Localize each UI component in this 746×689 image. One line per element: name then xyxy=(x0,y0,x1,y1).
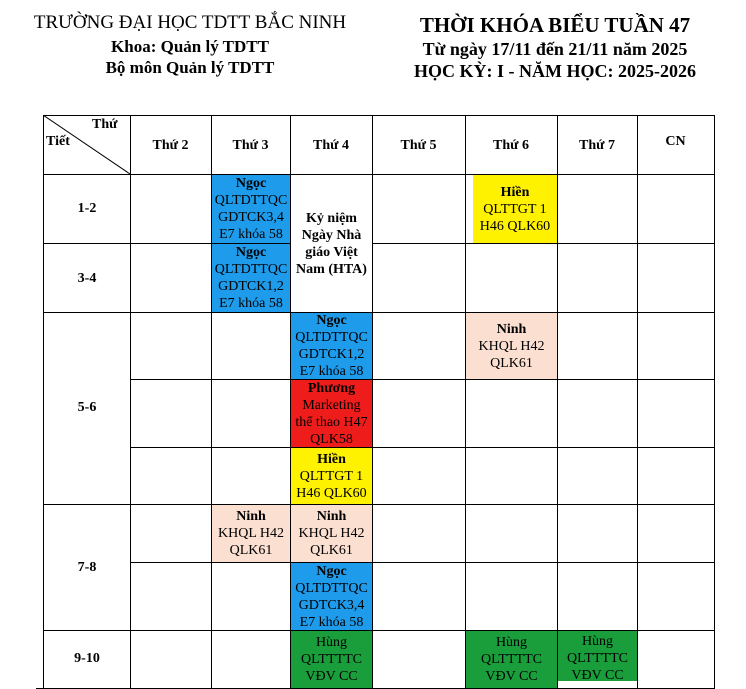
course-line: QLTDTTQC xyxy=(214,193,288,208)
grid-line xyxy=(43,504,715,505)
course-line: GDTCK1,2 xyxy=(218,279,284,294)
teacher-name: Hiền xyxy=(317,451,346,467)
day-header-thu5: Thứ 5 xyxy=(400,138,437,153)
period-label-7-8: 7-8 xyxy=(77,560,97,575)
course-line: QLK61 xyxy=(490,355,533,371)
schedule-title: THỜI KHÓA BIỂU TUẦN 47 xyxy=(419,13,691,37)
holiday-line: Kỷ niệm xyxy=(306,210,357,226)
course-line: QLTTTTC xyxy=(567,651,628,666)
department-name: Bộ môn Quản lý TDTT xyxy=(105,58,275,77)
period-label-1-2: 1-2 xyxy=(77,201,97,216)
day-header-thu6: Thứ 6 xyxy=(492,138,530,153)
course-line: H46 QLK60 xyxy=(296,485,367,501)
course-line: QLTTGT 1 xyxy=(299,468,364,484)
course-line: E7 khóa 58 xyxy=(219,227,283,242)
teacher-name: Ngọc xyxy=(316,313,347,328)
grid-line xyxy=(43,174,715,175)
teacher-name: Ninh xyxy=(316,509,347,524)
grid-line xyxy=(714,115,715,689)
course-line: GDTCK3,4 xyxy=(218,210,284,225)
teacher-name: Phương xyxy=(307,380,356,396)
grid-line xyxy=(130,379,715,380)
grid-line xyxy=(372,243,715,244)
course-line: QLTDTTQC xyxy=(214,262,288,277)
course-line: KHQL H42 xyxy=(478,338,545,354)
teacher-name: Ninh xyxy=(236,509,266,524)
teacher-name: Ngọc xyxy=(235,245,267,260)
course-line: E7 khóa 58 xyxy=(219,296,283,311)
period-label-9-10: 9-10 xyxy=(74,651,100,666)
course-line: VĐV CC xyxy=(305,669,358,684)
course-line: QLTDTTQC xyxy=(295,580,368,596)
grid-line xyxy=(557,115,558,689)
corner-day-label: Thứ xyxy=(92,117,118,132)
teacher-name: Ngọc xyxy=(235,176,267,191)
teacher-name: Ninh xyxy=(496,321,527,337)
course-line: KHQL H42 xyxy=(298,526,365,541)
day-header-thu4: Thứ 4 xyxy=(312,138,350,153)
grid-line xyxy=(43,115,715,116)
course-line: GDTCK3,4 xyxy=(298,597,365,613)
day-header-cn: CN xyxy=(665,134,686,149)
course-line: VĐV CC xyxy=(571,668,624,683)
grid-line xyxy=(43,312,715,313)
holiday-line: giáo Việt xyxy=(305,244,358,260)
teacher-name: Hiền xyxy=(500,184,530,200)
grid-line xyxy=(130,562,715,563)
course-line: H46 QLK60 xyxy=(479,218,551,234)
course-line: QLK61 xyxy=(310,543,353,558)
course-line: KHQL H42 xyxy=(218,526,284,541)
school-name: TRƯỜNG ĐẠI HỌC TDTT BẮC NINH xyxy=(33,12,347,33)
day-header-thu3: Thứ 3 xyxy=(232,138,269,153)
grid-line xyxy=(43,243,291,244)
course-line: QLTTTTC xyxy=(301,652,362,667)
course-line: QLK61 xyxy=(229,543,273,558)
teacher-name: Ngọc xyxy=(316,563,347,579)
day-header-thu7: Thứ 7 xyxy=(578,138,616,153)
course-line: QLTTTTC xyxy=(481,652,542,667)
grid-line xyxy=(43,630,715,631)
grid-line xyxy=(372,115,373,689)
course-line: QLTTGT 1 xyxy=(483,201,547,217)
course-line: QLK58 xyxy=(310,431,353,447)
grid-line xyxy=(130,447,715,448)
semester-info: HỌC KỲ: I - NĂM HỌC: 2025-2026 xyxy=(414,61,696,81)
holiday-line: Nam (HTA) xyxy=(296,261,367,277)
teacher-name: Hùng xyxy=(315,635,348,650)
corner-period-label: Tiết xyxy=(46,134,70,149)
teacher-name: Hùng xyxy=(581,634,614,649)
grid-line xyxy=(211,115,212,689)
grid-line xyxy=(465,115,466,689)
course-line: Marketing xyxy=(302,397,361,413)
grid-line xyxy=(290,115,291,689)
grid-line xyxy=(637,115,638,689)
period-label-3-4: 3-4 xyxy=(77,271,97,286)
faculty-name: Khoa: Quản lý TDTT xyxy=(111,37,269,56)
course-line: E7 khóa 58 xyxy=(299,614,364,630)
course-line: E7 khóa 58 xyxy=(299,364,364,379)
grid-line xyxy=(130,115,131,689)
period-label-5-6: 5-6 xyxy=(77,400,97,415)
course-line: thể thao H47 xyxy=(295,414,368,430)
course-line: GDTCK1,2 xyxy=(298,347,365,362)
holiday-line: Ngày Nhà xyxy=(301,227,362,243)
course-line: VĐV CC xyxy=(485,669,538,684)
course-line: QLTDTTQC xyxy=(295,330,368,345)
date-range: Từ ngày 17/11 đến 21/11 năm 2025 xyxy=(422,39,688,59)
teacher-name: Hùng xyxy=(495,635,528,650)
day-header-thu2: Thứ 2 xyxy=(152,138,189,153)
